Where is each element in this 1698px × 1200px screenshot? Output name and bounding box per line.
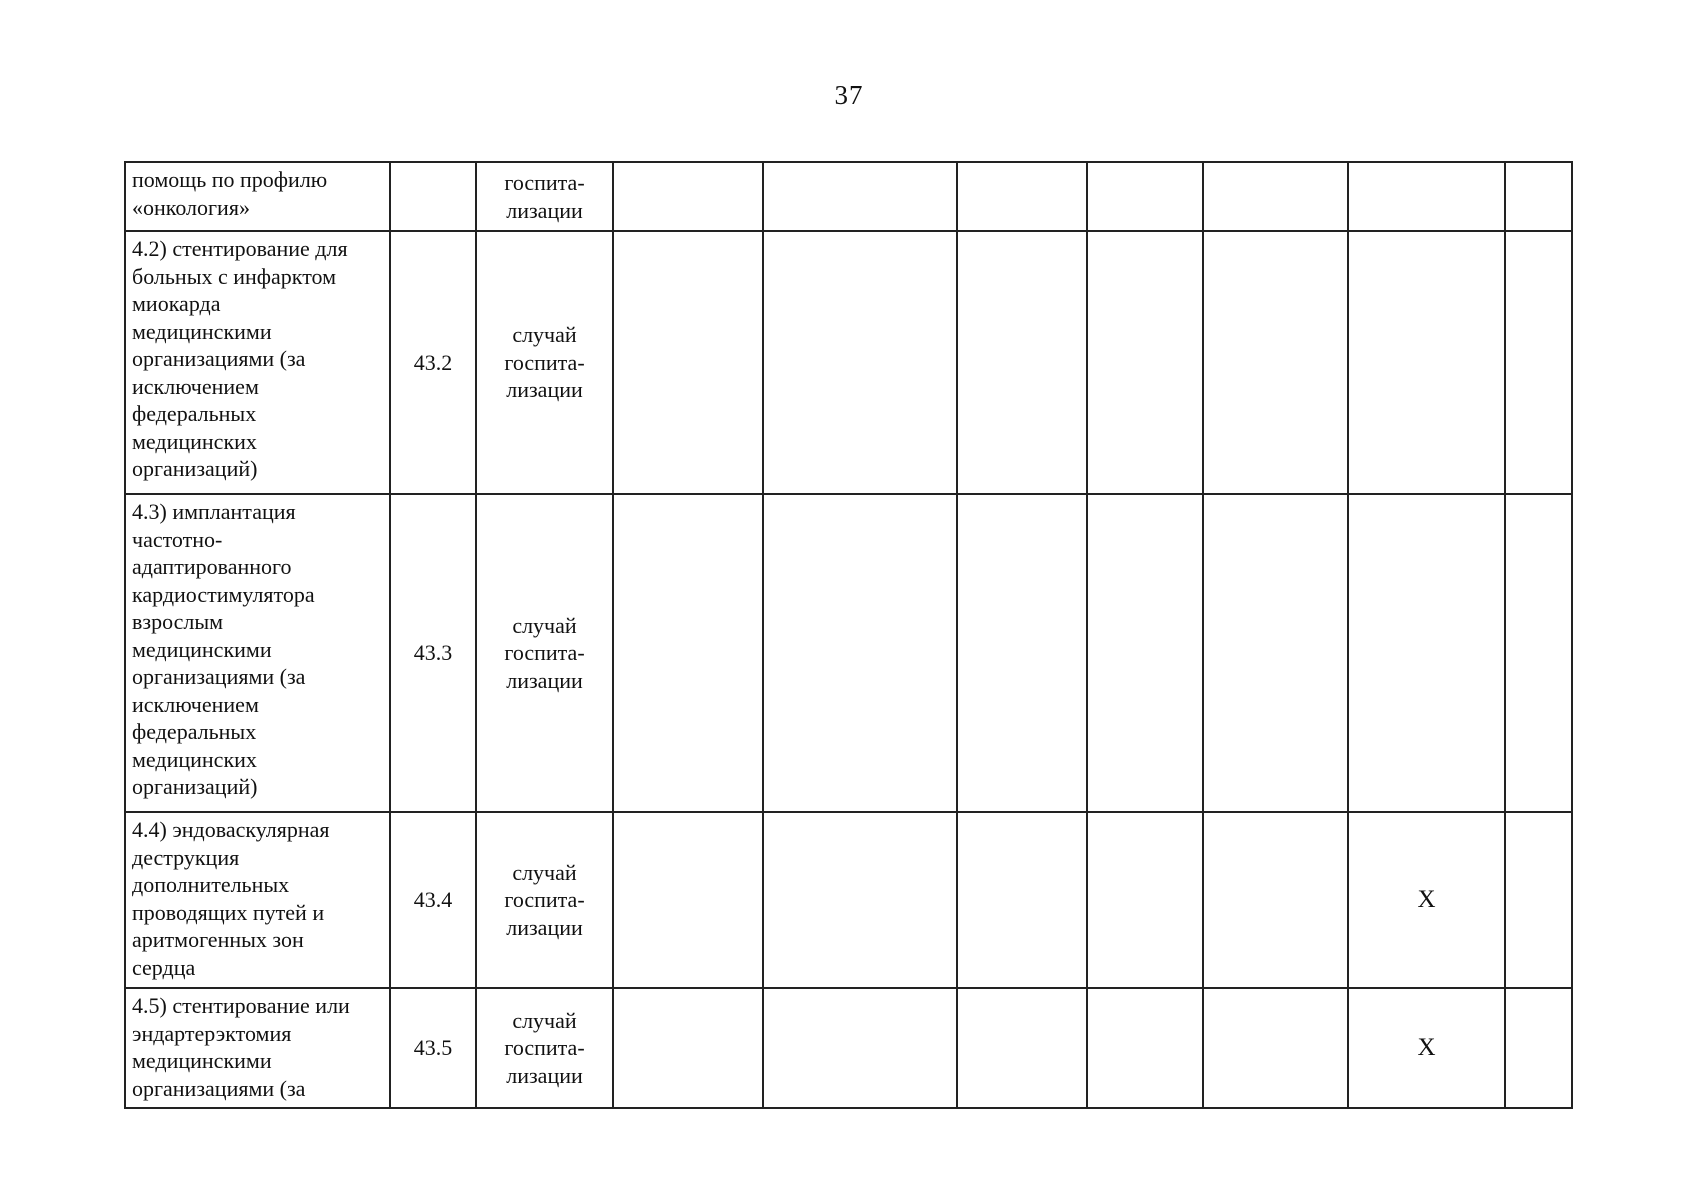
table-cell: [1087, 231, 1203, 494]
table-cell: [1087, 812, 1203, 988]
document-table: [124, 161, 1573, 1109]
table-cell: [1505, 231, 1572, 494]
row-code: [390, 162, 476, 231]
table-cell: [613, 231, 763, 494]
table-cell: [1348, 494, 1505, 812]
table-row: [125, 494, 1572, 812]
table-row: [125, 231, 1572, 494]
table-cell: [1203, 494, 1348, 812]
table-cell: [613, 162, 763, 231]
table-cell: [1203, 988, 1348, 1108]
row-description: 4.3) имплантация частотно- адаптированного кардиостимулятора взрослым медицинскими организациями (за исключением федеральных медицинских организаций): [125, 494, 390, 812]
row-unit: случай госпита- лизации: [476, 494, 613, 812]
table-cell: [1505, 988, 1572, 1108]
row-code: 43.5: [390, 988, 476, 1108]
table-cell: [613, 812, 763, 988]
table-cell: [763, 162, 957, 231]
row-code: 43.2: [390, 231, 476, 494]
table-cell: [1348, 162, 1505, 231]
table-cell: [763, 988, 957, 1108]
table-cell: [1505, 494, 1572, 812]
table-cell: [1348, 231, 1505, 494]
row-code: 43.3: [390, 494, 476, 812]
table-cell: [613, 494, 763, 812]
table-cell: [1505, 162, 1572, 231]
table-cell: [957, 988, 1087, 1108]
x-mark: X: [1348, 988, 1505, 1108]
table-cell: [1087, 988, 1203, 1108]
table-row: [125, 812, 1572, 988]
table-cell: [613, 988, 763, 1108]
row-unit: случай госпита- лизации: [476, 231, 613, 494]
row-description: 4.2) стентирование для больных с инфарктом миокарда медицинскими организациями (за исключением федеральных медицинских организаций): [125, 231, 390, 494]
table-cell: [763, 231, 957, 494]
row-description: 4.5) стентирование или эндартерэктомия медицинскими организациями (за: [125, 988, 390, 1108]
row-code: 43.4: [390, 812, 476, 988]
row-unit: случай госпита- лизации: [476, 988, 613, 1108]
row-description: помощь по профилю «онкология»: [125, 162, 390, 231]
table-cell: [957, 494, 1087, 812]
table-cell: X: [1348, 812, 1505, 988]
table-cell: [957, 231, 1087, 494]
table-cell: [957, 162, 1087, 231]
table-cell: [1203, 812, 1348, 988]
table-cell: [763, 494, 957, 812]
table-cell: [1203, 231, 1348, 494]
table-row: [125, 988, 1572, 1108]
table-cell: [957, 812, 1087, 988]
table-cell: [763, 812, 957, 988]
table-cell: [1203, 162, 1348, 231]
table-cell: [1087, 494, 1203, 812]
table-cell: [1087, 162, 1203, 231]
table-cell: [1505, 812, 1572, 988]
page-number: 37: [834, 80, 864, 110]
row-description: 4.4) эндоваскулярная деструкция дополнительных проводящих путей и аритмогенных зон сердца: [125, 812, 390, 988]
row-unit: случай госпита- лизации: [476, 812, 613, 988]
table-row: [125, 162, 1572, 231]
row-unit: госпита- лизации: [476, 162, 613, 231]
